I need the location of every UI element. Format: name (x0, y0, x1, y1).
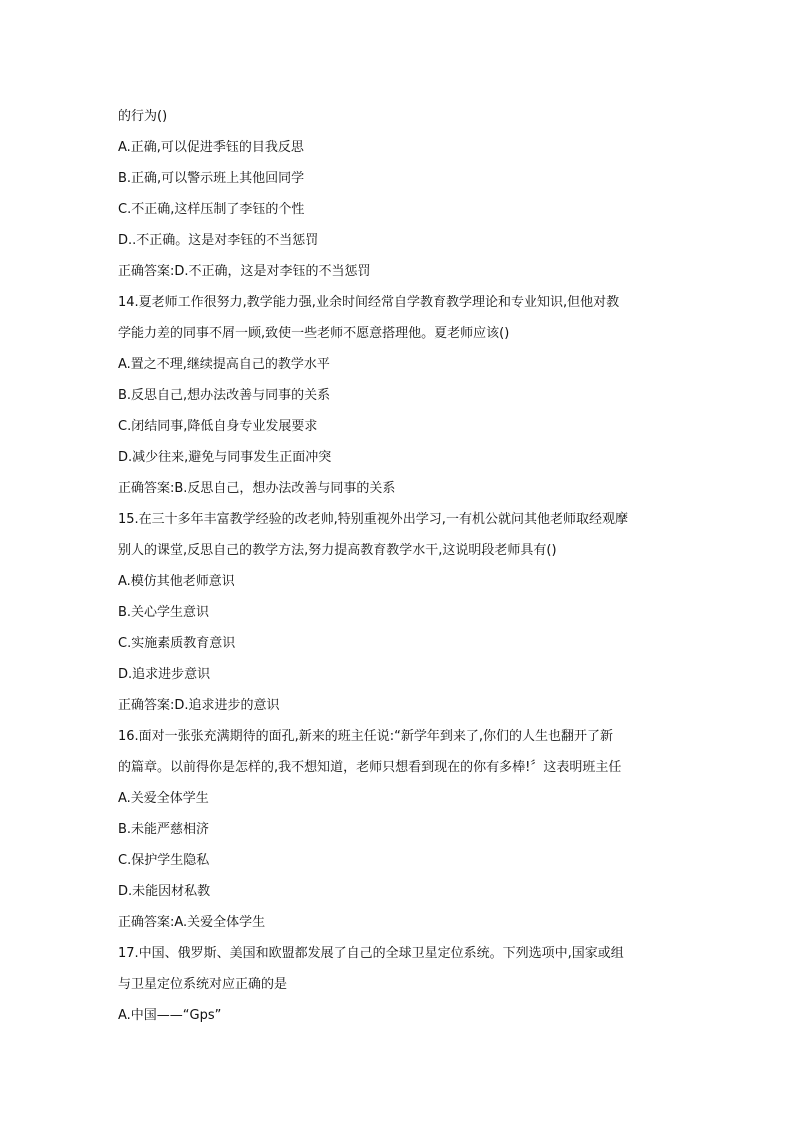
q15-stem-line-1: 15.在三十多年丰富教学经验的改老帅,特别重视外出学习,一有机公就问其他老师取经观摩 (118, 512, 628, 527)
q15-stem-line-2: 别人的课堂,反思自己的教学方法,努力提高教育教学水干,这说明段老师具有() (118, 543, 557, 558)
q14-option-b: B.反思自己,想办法改善与同事的关系 (118, 388, 331, 403)
q17-stem-line-1: 17.中国、俄罗斯、美国和欧盟都发展了自己的全球卫星定位系统。下列选项中,国家或组 (118, 946, 624, 961)
q15-option-d: D.追求进步意识 (118, 667, 211, 682)
q16-answer: 正确答案:A.关爱全体学生 (118, 915, 266, 930)
q15-answer: 正确答案:D.追求进步的意识 (118, 698, 280, 713)
q15-option-b: B.关心学生意识 (118, 605, 210, 620)
q17-option-a: A.中国——“Gps” (118, 1008, 222, 1023)
document-content (118, 101, 678, 1031)
q15-option-a: A.模仿其他老师意识 (118, 574, 235, 589)
q13-option-c: C.不正确,这样压制了李钰的个性 (118, 202, 305, 217)
q14-answer: 正确答案:B.反思自己，想办法改善与同事的关系 (118, 481, 396, 496)
q16-option-d: D.未能因材私教 (118, 884, 211, 899)
q13-option-a: A.正确,可以促进季钰的目我反思 (118, 140, 304, 155)
q14-option-a: A.置之不理,继续提高自己的教学水平 (118, 357, 330, 372)
q16-option-a: A.关爱全体学生 (118, 791, 209, 806)
q14-option-d: D.减少往来,避免与同事发生正面冲突 (118, 450, 332, 465)
q16-stem-line-1: 16.面对一张张充满期待的面孔,新来的班主任说:“新学年到来了,你们的人生也翻开了新 (118, 729, 614, 744)
q13-answer: 正确答案:D.不正确，这是对李钰的不当惩罚 (118, 264, 371, 279)
q14-stem-line-2: 学能力差的同事不屑一顾,致使一些老师不愿意搭理他。夏老师应该() (118, 326, 510, 341)
q13-stem-continuation: 的行为() (118, 109, 168, 124)
q13-option-b: B.正确,可以警示班上其他回同学 (118, 171, 305, 186)
q16-option-c: C.保护学生隐私 (118, 853, 210, 868)
q13-option-d: D..不正确。这是对李钰的不当惩罚 (118, 233, 319, 248)
q14-option-c: C.闭结同事,降低自身专业发展要求 (118, 419, 318, 434)
q16-option-b: B.未能严慈相济 (118, 822, 210, 837)
q17-stem-line-2: 与卫星定位系统对应正确的是 (118, 977, 288, 992)
q16-stem-line-2: 的篇章。以前得你是怎样的,我不想知道，老师只想看到现在的你有多棒!〞这表明班主任 (118, 760, 622, 775)
q14-stem-line-1: 14.夏老师工作很努力,教学能力强,业余时间经常自学教育教学理论和专业知识,但他对教 (118, 295, 620, 310)
q15-option-c: C.实施素质教育意识 (118, 636, 236, 651)
